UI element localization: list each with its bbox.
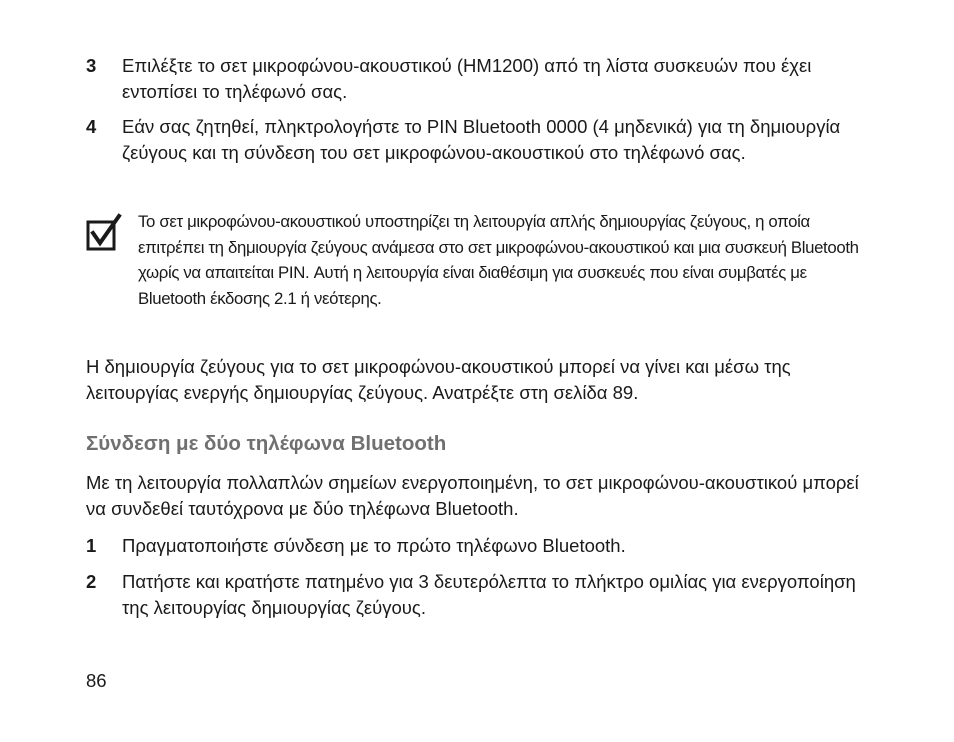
step-4	[86, 114, 876, 166]
section-intro: Με τη λειτουργία πολλαπλών σημείων ενεργοποιημένη, το σετ μικροφώνου-ακουστικού μπορεί να συνδεθεί ταυτόχρονα με δύο τηλέφωνα Bluetooth.	[86, 472, 859, 519]
step-3	[86, 53, 876, 105]
checkbox-check-icon	[86, 213, 122, 251]
step-text: Πραγματοποιήστε σύνδεση με το πρώτο τηλέφωνο Bluetooth.	[122, 535, 626, 556]
step-text: Επιλέξτε το σετ μικροφώνου-ακουστικού (HM1200) από τη λίστα συσκευών που έχει εντοπίσει το τηλέφωνό σας.	[122, 55, 812, 102]
step-number: 4	[86, 116, 97, 137]
step-number: 2	[86, 571, 97, 592]
section-heading: Σύνδεση με δύο τηλέφωνα Bluetooth	[86, 432, 447, 455]
step-1	[86, 533, 876, 559]
page-number: 86	[86, 670, 107, 691]
step-2	[86, 569, 876, 621]
step-text: Εάν σας ζητηθεί, πληκτρολογήστε το PIN Bluetooth 0000 (4 μηδενικά) για τη δημιουργία ζεύγους και τη σύνδεση του σετ μικροφώνου-ακουστικού στο τηλέφωνό σας.	[122, 116, 841, 163]
note-text: Το σετ μικροφώνου-ακουστικού υποστηρίζει τη λειτουργία απλής δημιουργίας ζεύγους, η οποία επιτρέπει τη δημιουργία ζεύγους ανάμεσα στο σετ μικροφώνου-ακουστικού και μια συσκευή Bluetooth χωρίς να απαιτείται PIN. Αυτή η λειτουργία είναι διαθέσιμη για συσκευές που είναι συμβατές με Bluetooth έκδοσης 2.1 ή νεότερης.	[138, 212, 859, 308]
pairing-paragraph: Η δημιουργία ζεύγους για το σετ μικροφώνου-ακουστικού μπορεί να γίνει και μέσω της λειτουργίας ενεργής δημιουργίας ζεύγους. Ανατρέξτε στη σελίδα 89.	[86, 356, 791, 403]
step-number: 1	[86, 535, 97, 556]
step-text: Πατήστε και κρατήστε πατημένο για 3 δευτερόλεπτα το πλήκτρο ομιλίας για ενεργοποίηση της λειτουργίας δημιουργίας ζεύγους.	[122, 571, 856, 618]
step-number: 3	[86, 55, 97, 76]
